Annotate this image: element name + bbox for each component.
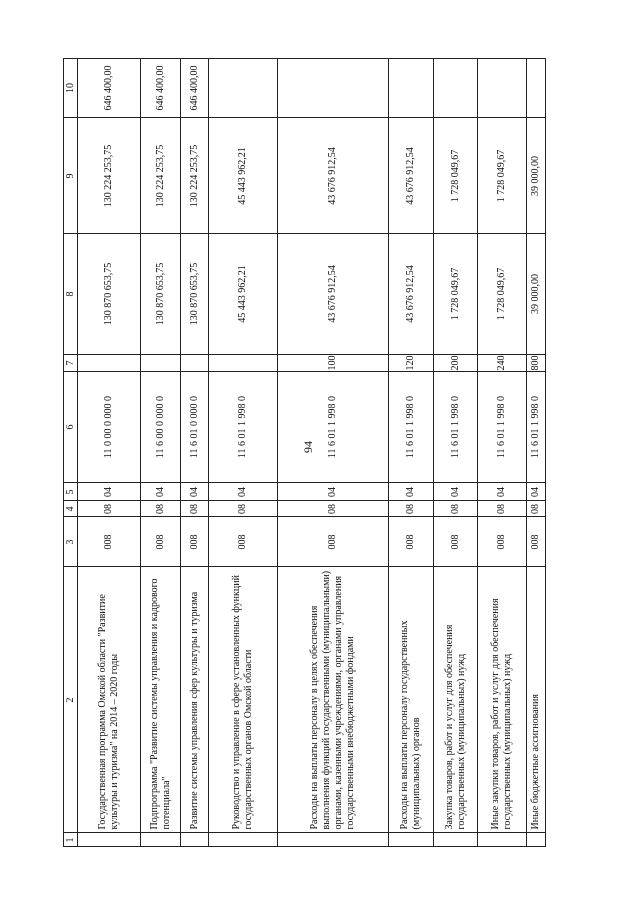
row-c3 — [434, 517, 477, 566]
row-c6-text: 11 6 01 1 998 0 — [496, 395, 507, 459]
row-c6 — [78, 372, 140, 482]
row-name-text: Иные закупки товаров, работ и услуг для обеспечения государственных (муниципальных) нужд — [490, 597, 513, 829]
row-c8-text: 1 728 049,67 — [449, 267, 461, 321]
row-c3 — [141, 517, 180, 566]
row-c6-text: 11 6 01 0 000 0 — [188, 395, 200, 459]
column-header-8-text: 8 — [64, 291, 76, 297]
row-c3 — [389, 517, 433, 566]
row-c5-text: 04 — [449, 486, 461, 497]
row-c6-text: 11 6 01 1 998 0 — [237, 395, 248, 459]
row-c8-text: 130 870 653,75 — [103, 262, 114, 326]
column-header-10-text: 10 — [64, 83, 76, 93]
column-header-8 — [64, 234, 77, 354]
column-header-10 — [64, 59, 77, 117]
row-c5 — [434, 483, 477, 500]
row-c3-text: 008 — [449, 534, 461, 549]
row-name-text: Иные бюджетные ассигнования — [530, 693, 541, 829]
row-c5-text: 04 — [237, 486, 248, 497]
row-c7-text: 100 — [327, 355, 338, 371]
row-c9-text: 43 676 912,54 — [327, 146, 338, 205]
row-c4-text: 08 — [496, 503, 507, 514]
row-name — [527, 567, 545, 832]
row-c5-text: 04 — [188, 486, 200, 497]
row-c5-text: 04 — [496, 486, 507, 497]
row-c4 — [78, 501, 140, 516]
row-c6 — [527, 372, 545, 482]
row-c6 — [209, 372, 277, 482]
row-c3-text: 008 — [496, 534, 507, 549]
row-c10-text: 646 400,00 — [154, 65, 166, 111]
row-name — [209, 567, 277, 832]
column-header-3-text: 3 — [64, 539, 76, 544]
row-c6-text: 11 6 01 1 998 0 — [530, 395, 541, 459]
row-c5 — [141, 483, 180, 500]
row-c9-text: 43 676 912,54 — [405, 146, 416, 205]
row-name-text: Руководство и управление в сфере установленных функций государственных органов Омской области — [231, 574, 254, 829]
row-c4 — [278, 501, 388, 516]
row-c4-text: 08 — [154, 503, 166, 514]
row-c8 — [209, 234, 277, 354]
row-c5 — [527, 483, 545, 500]
row-c4 — [141, 501, 180, 516]
row-c4-text: 08 — [327, 503, 338, 514]
row-c3 — [527, 517, 545, 566]
row-name — [141, 567, 180, 832]
row-c8 — [434, 234, 477, 354]
row-c5 — [181, 483, 208, 500]
row-c3-text: 008 — [327, 534, 338, 549]
row-c7-text: 200 — [449, 355, 461, 371]
row-name-text: Расходы на выплаты персоналу в целях обеспечения выполнения функций государственными (муниципальными) органами, казенными учреждениями, органами управления государственными внебюджетными фондами — [309, 570, 356, 829]
row-c8-text: 45 443 962,21 — [237, 265, 248, 323]
row-name-text: Развитие системы управления сфер культуры и туризма — [188, 591, 200, 829]
row-c5-text: 04 — [154, 486, 166, 497]
row-c7 — [389, 355, 433, 371]
column-header-5-text: 5 — [64, 489, 76, 494]
row-c9-text: 130 224 253,75 — [154, 144, 166, 207]
column-header-7-text: 7 — [64, 360, 76, 366]
row-c4-text: 08 — [103, 503, 114, 514]
row-c3 — [478, 517, 526, 566]
row-c3-text: 008 — [530, 534, 541, 549]
row-c9 — [389, 118, 433, 233]
row-c8-text: 43 676 912,54 — [405, 265, 416, 323]
row-c3-text: 008 — [237, 534, 248, 549]
page-number: 94 — [301, 441, 315, 453]
row-c3-text: 008 — [103, 534, 114, 549]
row-c3 — [181, 517, 208, 566]
column-header-2 — [64, 567, 77, 832]
row-c6-text: 11 6 01 1 998 0 — [449, 395, 461, 459]
row-c9 — [478, 118, 526, 233]
row-c4-text: 08 — [405, 503, 416, 514]
row-c3-text: 008 — [154, 534, 166, 549]
row-c3 — [209, 517, 277, 566]
row-c3-text: 008 — [188, 534, 200, 549]
row-c6-text: 11 0 00 0 000 0 — [103, 395, 114, 459]
row-c5-text: 04 — [103, 486, 114, 497]
row-c9 — [278, 118, 388, 233]
row-c8 — [278, 234, 388, 354]
row-c10 — [181, 59, 208, 117]
row-c5 — [278, 483, 388, 500]
column-header-2-text: 2 — [64, 697, 76, 702]
row-c10 — [78, 59, 140, 117]
row-c4-text: 08 — [449, 503, 461, 514]
row-c8-text: 1 728 049,67 — [496, 267, 507, 321]
column-header-6 — [64, 372, 77, 482]
row-name-text: Расходы на выплаты персоналу государственных (муниципальных) органов — [399, 619, 422, 829]
row-c5-text: 04 — [405, 486, 416, 497]
row-c9 — [181, 118, 208, 233]
row-c4 — [209, 501, 277, 516]
row-c8 — [78, 234, 140, 354]
row-c6 — [389, 372, 433, 482]
table-rule-horizontal — [63, 832, 546, 833]
row-c6-text: 11 6 01 1 998 0 — [327, 395, 338, 459]
column-header-1-text: 1 — [64, 837, 76, 842]
row-c7 — [434, 355, 477, 371]
row-c3 — [78, 517, 140, 566]
row-c4-text: 08 — [530, 503, 541, 514]
row-c9 — [209, 118, 277, 233]
row-c3 — [278, 517, 388, 566]
row-c4 — [181, 501, 208, 516]
table-rule-vertical — [545, 58, 546, 847]
column-header-7 — [64, 355, 77, 371]
row-c6 — [478, 372, 526, 482]
row-name-text: Закупка товаров, работ и услуг для обеспечения государственных (муниципальных) нужд — [443, 624, 467, 829]
row-c4-text: 08 — [188, 503, 200, 514]
row-c8 — [389, 234, 433, 354]
row-name — [478, 567, 526, 832]
row-c9-text: 39 000,00 — [530, 155, 541, 196]
row-c5 — [478, 483, 526, 500]
row-c5 — [78, 483, 140, 500]
column-header-9-text: 9 — [64, 173, 76, 178]
row-c8 — [527, 234, 545, 354]
row-c9-text: 1 728 049,67 — [449, 149, 461, 202]
row-c4-text: 08 — [237, 503, 248, 514]
row-c10 — [141, 59, 180, 117]
row-c8-text: 43 676 912,54 — [327, 265, 338, 323]
row-name — [434, 567, 477, 832]
row-c4 — [434, 501, 477, 516]
row-c6-text: 11 6 01 1 998 0 — [405, 395, 416, 459]
row-c7 — [527, 355, 545, 371]
row-c7-text: 800 — [530, 355, 541, 371]
row-c4 — [389, 501, 433, 516]
row-c9 — [78, 118, 140, 233]
row-name — [181, 567, 208, 832]
row-c8-text: 39 000,00 — [530, 274, 541, 314]
row-c8 — [478, 234, 526, 354]
column-header-4 — [64, 501, 77, 516]
row-c9-text: 1 728 049,67 — [496, 149, 507, 202]
row-c3-text: 008 — [405, 534, 416, 549]
row-c7-text: 120 — [405, 355, 416, 371]
row-c9 — [434, 118, 477, 233]
row-name — [78, 567, 140, 832]
row-name-text: Государственная программа Омской области "Развитие культуры и туризма" на 2014 – 2020 годы — [97, 593, 120, 829]
row-c6 — [278, 372, 388, 482]
row-name — [389, 567, 433, 832]
row-c5 — [209, 483, 277, 500]
column-header-6-text: 6 — [64, 424, 76, 430]
column-header-1 — [64, 833, 77, 846]
column-header-3 — [64, 517, 77, 566]
row-c9-text: 45 443 962,21 — [237, 146, 248, 205]
column-header-9 — [64, 118, 77, 233]
row-c9-text: 130 224 253,75 — [103, 144, 114, 207]
row-c10-text: 646 400,00 — [103, 65, 114, 111]
row-c7 — [478, 355, 526, 371]
row-c6 — [181, 372, 208, 482]
row-c4 — [478, 501, 526, 516]
row-c4 — [527, 501, 545, 516]
column-header-5 — [64, 483, 77, 500]
row-c5 — [389, 483, 433, 500]
row-c6 — [434, 372, 477, 482]
row-c9-text: 130 224 253,75 — [188, 144, 200, 207]
row-c8-text: 130 870 653,75 — [188, 262, 200, 326]
row-c9 — [141, 118, 180, 233]
row-name-text: Подпрограмма "Развитие системы управления и кадрового потенциала" — [148, 578, 172, 829]
row-c6 — [141, 372, 180, 482]
row-c7-text: 240 — [496, 355, 507, 371]
row-c7 — [278, 355, 388, 371]
row-c8 — [141, 234, 180, 354]
row-c8 — [181, 234, 208, 354]
table-rule-horizontal — [63, 846, 546, 847]
row-c6-text: 11 6 00 0 000 0 — [154, 395, 166, 459]
row-c5-text: 04 — [327, 486, 338, 497]
row-c5-text: 04 — [530, 486, 541, 497]
row-name — [278, 567, 388, 832]
row-c10-text: 646 400,00 — [188, 65, 200, 111]
column-header-4-text: 4 — [64, 506, 76, 511]
row-c9 — [527, 118, 545, 233]
row-c8-text: 130 870 653,75 — [154, 262, 166, 326]
